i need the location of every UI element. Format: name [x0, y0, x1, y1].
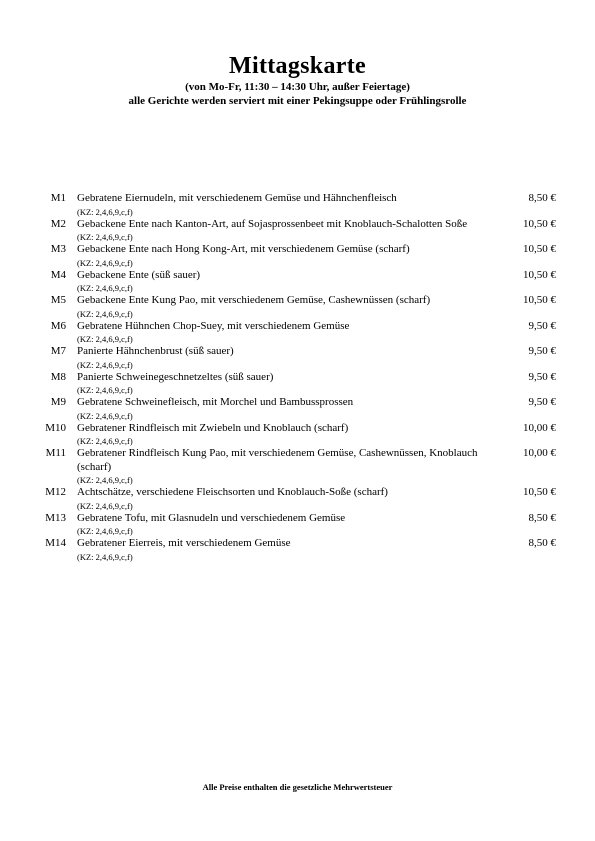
item-price: 10,50 € — [523, 486, 556, 498]
item-name: Gebratene Hühnchen Chop-Suey, mit verschiedenem Gemüse — [77, 319, 350, 332]
menu-list — [0, 192, 595, 563]
menu-item — [0, 192, 595, 218]
item-name: Gebratene Tofu, mit Glasnudeln und verschiedenem Gemüse — [77, 511, 346, 524]
item-additives: (KZ: 2,4,6,9,c,f) — [77, 334, 133, 344]
item-name: Gebackene Ente nach Hong Kong-Art, mit verschiedenem Gemüse (scharf) — [77, 243, 410, 255]
item-additives: (KZ: 2,4,6,9,c,f) — [77, 206, 133, 217]
item-code: M4 — [50, 268, 66, 281]
item-code: M11 — [45, 447, 66, 459]
menu-item — [0, 320, 595, 346]
menu-item — [0, 269, 595, 295]
item-code: M5 — [50, 294, 66, 306]
item-code: M1 — [50, 192, 66, 204]
item-name: Gebratene Schweinefleisch, mit Morchel und Bambussprossen — [77, 396, 354, 408]
item-additives: (KZ: 2,4,6,9,c,f) — [77, 385, 133, 395]
item-price: 10,50 € — [523, 243, 556, 255]
menu-item — [0, 294, 595, 320]
item-price: 10,50 € — [523, 268, 556, 281]
item-name: Gebratene Eiernudeln, mit verschiedenem Gemüse und Hähnchenfleisch — [77, 192, 397, 204]
vat-note: Alle Preise enthalten die gesetzliche Mehrwertsteuer — [202, 782, 393, 792]
item-name: Gebackene Ente Kung Pao, mit verschiedenem Gemüse, Cashewnüssen (scharf) — [77, 294, 431, 306]
item-price: 8,50 € — [528, 511, 556, 524]
item-code: M7 — [50, 345, 66, 357]
item-additives: (KZ: 2,4,6,9,c,f) — [77, 308, 133, 319]
item-name: Gebratener Rindfleisch mit Zwiebeln und Knoblauch (scharf) — [77, 421, 349, 434]
menu-item — [0, 512, 595, 538]
item-additives: (KZ: 2,4,6,9,c,f) — [77, 359, 133, 370]
item-name: Gebackene Ente (süß sauer) — [77, 268, 201, 281]
menu-header — [0, 52, 595, 108]
item-additives: (KZ: 2,4,6,9,c,f) — [77, 436, 133, 446]
item-price: 9,50 € — [528, 345, 556, 357]
serving-note: alle Gerichte werden serviert mit einer Pekingsuppe oder Frühlingsrolle — [128, 95, 467, 107]
page-title: Mittagskarte — [229, 53, 366, 79]
menu-item — [0, 243, 595, 269]
item-code: M12 — [45, 486, 66, 498]
item-additives: (KZ: 2,4,6,9,c,f) — [77, 475, 133, 485]
menu-item — [0, 371, 595, 397]
item-name: Gebratener Eierreis, mit verschiedenem Gemüse — [77, 537, 291, 549]
item-price: 10,00 € — [523, 447, 556, 459]
item-code: M3 — [50, 243, 66, 255]
item-name: Gebackene Ente nach Kanton-Art, auf Sojasprossenbeet mit Knoblauch-Schalotten Soße — [77, 217, 468, 230]
item-code: M2 — [50, 217, 66, 230]
item-code: M14 — [45, 537, 66, 549]
item-price: 8,50 € — [528, 192, 556, 204]
item-code: M13 — [45, 511, 66, 524]
item-price: 8,50 € — [528, 537, 556, 549]
menu-item — [0, 218, 595, 244]
item-code: M6 — [50, 319, 66, 332]
item-name: Panierte Hähnchenbrust (süß sauer) — [77, 345, 234, 357]
item-price: 9,50 € — [528, 370, 556, 383]
item-price: 10,50 € — [523, 217, 556, 230]
item-code: M9 — [50, 396, 66, 408]
item-price: 9,50 € — [528, 319, 556, 332]
item-additives: (KZ: 2,4,6,9,c,f) — [77, 283, 133, 293]
item-additives: (KZ: 2,4,6,9,c,f) — [77, 526, 133, 536]
item-additives: (KZ: 2,4,6,9,c,f) — [77, 410, 133, 421]
item-additives: (KZ: 2,4,6,9,c,f) — [77, 257, 133, 268]
menu-item — [0, 422, 595, 448]
item-additives: (KZ: 2,4,6,9,c,f) — [77, 232, 133, 242]
menu-item — [0, 396, 595, 422]
item-name: Gebratener Rindfleisch Kung Pao, mit verschiedenem Gemüse, Cashewnüssen, Knoblauch (scharf) — [77, 447, 478, 473]
item-name: Achtschätze, verschiedene Fleischsorten und Knoblauch-Soße (scharf) — [77, 486, 388, 498]
item-name: Panierte Schweinegeschnetzeltes (süß sauer) — [77, 370, 274, 383]
item-price: 9,50 € — [528, 396, 556, 408]
menu-item — [0, 486, 595, 512]
item-price: 10,00 € — [523, 421, 556, 434]
item-code: M10 — [45, 421, 66, 434]
item-price: 10,50 € — [523, 294, 556, 306]
menu-item — [0, 537, 595, 563]
item-code: M8 — [50, 370, 66, 383]
opening-hours: (von Mo-Fr, 11:30 – 14:30 Uhr, außer Feiertage) — [185, 81, 410, 93]
menu-item — [0, 447, 595, 486]
item-additives: (KZ: 2,4,6,9,c,f) — [77, 551, 133, 562]
item-additives: (KZ: 2,4,6,9,c,f) — [77, 500, 133, 511]
menu-item — [0, 345, 595, 371]
